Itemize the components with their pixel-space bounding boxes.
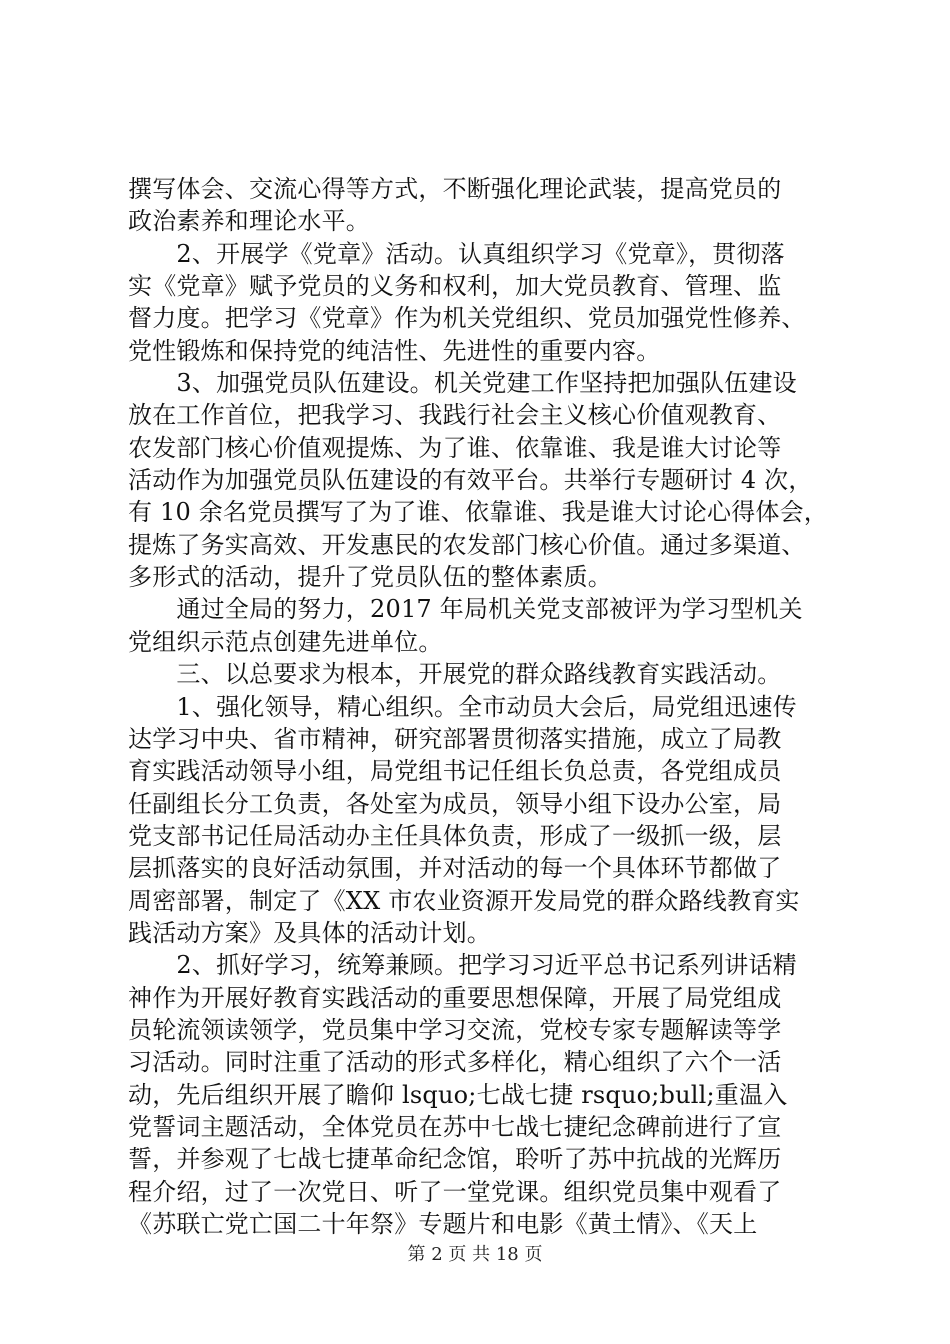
document-body <box>128 173 834 1240</box>
text-line: 2、抓好学习，统筹兼顾。把学习习近平总书记系列讲话精 <box>128 951 797 980</box>
text-line: 政治素养和理论水平。 <box>128 207 370 236</box>
text-line: 撰写体会、交流心得等方式，不断强化理论武装，提高党员的 <box>128 175 782 203</box>
text-line: 党支部书记任局活动办主任具体负责，形成了一级抓一级，层 <box>128 821 782 850</box>
text-line: 动，先后组织开展了瞻仰 lsquo;七战七捷 rsquo;bull;重温入 <box>128 1080 788 1109</box>
text-line: 达学习中央、省市精神，研究部署贯彻落实措施，成立了局教 <box>128 724 782 753</box>
text-line: 2、开展学《党章》活动。认真组织学习《党章》，贯彻落 <box>128 239 785 268</box>
text-line: 周密部署，制定了《XX 市农业资源开发局党的群众路线教育实 <box>128 886 800 915</box>
text-line: 三、以总要求为根本，开展党的群众路线教育实践活动。 <box>128 660 782 689</box>
text-line: 有 10 余名党员撰写了为了谁、依靠谁、我是谁大讨论心得体会， <box>128 498 828 527</box>
text-line: 督力度。把学习《党章》作为机关党组织、党员加强党性修养、 <box>128 304 806 333</box>
text-line: 党誓词主题活动，全体党员在苏中七战七捷纪念碑前进行了宣 <box>128 1112 782 1141</box>
text-line: 神作为开展好教育实践活动的重要思想保障，开展了局党组成 <box>128 983 782 1012</box>
text-line: 育实践活动领导小组，局党组书记任组长负总责，各党组成员 <box>128 757 782 786</box>
text-line: 践活动方案》及具体的活动计划。 <box>128 918 491 947</box>
text-line: 提炼了务实高效、开发惠民的农发部门核心价值。通过多渠道、 <box>128 530 806 559</box>
text-line: 通过全局的努力，2017 年局机关党支部被评为学习型机关 <box>128 595 803 624</box>
text-line: 活动作为加强党员队伍建设的有效平台。共举行专题研讨 4 次， <box>128 466 813 495</box>
text-line: 党性锻炼和保持党的纯洁性、先进性的重要内容。 <box>128 336 661 365</box>
page-footer: 第 2 页 共 18 页 <box>407 1244 543 1265</box>
text-line: 层抓落实的良好活动氛围，并对活动的每一个具体环节都做了 <box>128 854 782 883</box>
text-line: 农发部门核心价值观提炼、为了谁、依靠谁、我是谁大讨论等 <box>128 433 782 462</box>
text-line: 实《党章》赋予党员的义务和权利，加大党员教育、管理、监 <box>128 272 782 301</box>
text-line: 任副组长分工负责，各处室为成员，领导小组下设办公室，局 <box>128 789 782 818</box>
text-line: 誓，并参观了七战七捷革命纪念馆，聆听了苏中抗战的光辉历 <box>128 1145 782 1174</box>
text-line: 1、强化领导，精心组织。全市动员大会后，局党组迅速传 <box>128 692 797 721</box>
text-line: 《苏联亡党亡国二十年祭》专题片和电影《黄土情》、《天上 <box>128 1210 758 1238</box>
text-line: 员轮流领读领学，党员集中学习交流，党校专家专题解读等学 <box>128 1015 782 1044</box>
text-line: 放在工作首位，把我学习、我践行社会主义核心价值观教育、 <box>128 401 782 430</box>
text-line: 党组织示范点创建先进单位。 <box>128 627 443 656</box>
text-line: 程介绍，过了一次党日、听了一堂党课。组织党员集中观看了 <box>128 1177 782 1206</box>
text-line: 习活动。同时注重了活动的形式多样化，精心组织了六个一活 <box>128 1048 782 1077</box>
text-line: 3、加强党员队伍建设。机关党建工作坚持把加强队伍建设 <box>128 369 797 398</box>
text-line: 多形式的活动，提升了党员队伍的整体素质。 <box>128 563 612 592</box>
